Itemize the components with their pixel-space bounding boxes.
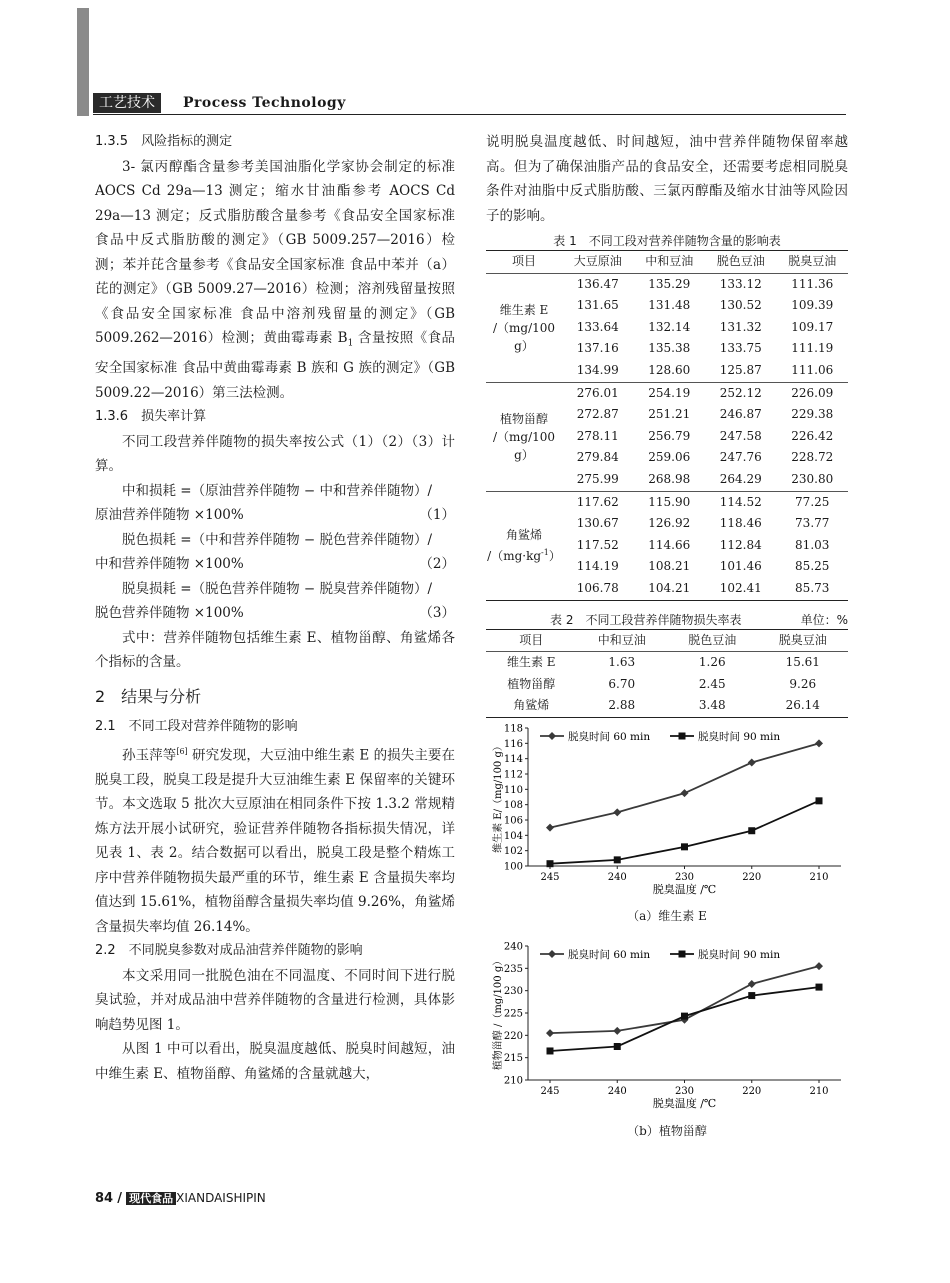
group-label-name: 维生素 E bbox=[499, 302, 549, 317]
table-row bbox=[486, 382, 848, 404]
section-label-en: Process Technology bbox=[183, 95, 346, 111]
table-cell: 114.66 bbox=[648, 537, 691, 552]
table-cell: 1.63 bbox=[608, 655, 636, 669]
y-tick-label: 108 bbox=[503, 799, 523, 811]
table-cell: 268.98 bbox=[648, 471, 691, 486]
table-cell: 226.09 bbox=[791, 385, 834, 400]
section-2-2-body-2: 从图 1 中可以看出，脱臭温度越低、脱臭时间越短，油中维生素 E、植物甾醇、角鲨烯的含量就越大， bbox=[95, 1041, 455, 1082]
page-number: 84 bbox=[95, 1191, 114, 1206]
formula-3-line1: 脱臭损耗 =（脱色营养伴随物 − 脱臭营养伴随物）/ bbox=[122, 580, 433, 597]
table-cell: 125.87 bbox=[719, 362, 762, 377]
table-row bbox=[486, 652, 848, 674]
x-tick-label: 220 bbox=[742, 871, 762, 883]
unit-text-end: ） bbox=[548, 549, 561, 564]
y-tick-label: 210 bbox=[503, 1075, 523, 1087]
section-2-2-title: 2.2 不同脱臭参数对成品油营养伴随物的影响 bbox=[95, 943, 363, 959]
data-point-90min bbox=[748, 992, 755, 999]
data-point-60min bbox=[748, 980, 756, 988]
formula-text: 脱色营养伴随物 ×100% bbox=[95, 605, 244, 622]
x-tick-label: 245 bbox=[540, 1086, 560, 1097]
table-row bbox=[486, 695, 848, 717]
table-cell: 131.65 bbox=[576, 298, 619, 313]
table-header-cell: 中和豆油 bbox=[597, 632, 646, 647]
data-point-90min bbox=[547, 1047, 554, 1054]
data-point-60min bbox=[748, 758, 756, 766]
data-point-60min bbox=[546, 823, 554, 831]
table-header-cell: 中和豆油 bbox=[645, 254, 694, 268]
table-header-cell: 脱臭豆油 bbox=[788, 254, 837, 268]
data-point-90min bbox=[614, 1043, 621, 1050]
y-tick-label: 100 bbox=[503, 861, 523, 872]
row-group-label bbox=[486, 273, 562, 382]
row-group-label bbox=[486, 382, 562, 491]
formula-number: （2） bbox=[419, 556, 455, 573]
section-2-2-body-1: 本文采用同一批脱色油在不同温度、不同时间下进行脱臭试验，并对成品油中营养伴随物的含量进行检测，具体影响趋势见图 1。 bbox=[95, 967, 455, 1033]
table-cell: 275.99 bbox=[576, 471, 619, 486]
data-point-60min bbox=[613, 1027, 621, 1035]
series-line-2 bbox=[550, 800, 819, 863]
unit-text: /（mg/100 g） bbox=[492, 429, 556, 462]
row-label: 植物甾醇 bbox=[507, 676, 556, 691]
data-point-60min bbox=[613, 808, 621, 816]
left-column bbox=[95, 130, 455, 1086]
legend-label: 脱臭时间 60 min bbox=[568, 730, 651, 743]
data-point-90min bbox=[681, 1013, 688, 1020]
table-cell: 2.45 bbox=[698, 676, 726, 691]
section-1-3-6-body: 不同工段营养伴随物的损失率按公式（1）（2）（3）计算。 bbox=[95, 433, 455, 475]
y-tick-label: 106 bbox=[503, 815, 523, 826]
formula-1-line2 bbox=[95, 503, 455, 528]
table-header-cell: 脱色豆油 bbox=[688, 632, 737, 647]
group-label-name: 角鲨烯 bbox=[506, 528, 543, 543]
legend-marker bbox=[548, 950, 556, 958]
table-cell: 115.90 bbox=[648, 494, 691, 509]
table-cell: 135.38 bbox=[648, 341, 691, 356]
x-tick-label: 220 bbox=[742, 1086, 762, 1097]
table-cell: 259.06 bbox=[648, 450, 691, 465]
formula-2-line1: 脱色损耗 =（中和营养伴随物 − 脱色营养伴随物）/ bbox=[122, 531, 433, 548]
table-row bbox=[486, 674, 848, 696]
table-cell: 15.61 bbox=[785, 655, 820, 669]
table-header-cell: 脱臭豆油 bbox=[778, 632, 827, 647]
table-cell: 130.52 bbox=[719, 298, 762, 313]
table-cell: 1.26 bbox=[698, 655, 726, 669]
data-point-90min bbox=[816, 797, 823, 804]
y-tick-label: 110 bbox=[503, 784, 523, 796]
table-cell: 279.84 bbox=[576, 450, 619, 465]
y-tick-label: 220 bbox=[503, 1030, 523, 1042]
x-tick-label: 230 bbox=[674, 1086, 695, 1097]
table-cell: 117.62 bbox=[576, 494, 619, 509]
section-1-3-6-title: 1.3.6 损失率计算 bbox=[95, 409, 207, 425]
table-cell: 272.87 bbox=[576, 407, 619, 422]
table-cell: 111.36 bbox=[791, 276, 834, 291]
section-label-cn: 工艺技术 bbox=[93, 93, 161, 113]
x-tick-label: 230 bbox=[674, 871, 695, 883]
table-cell: 132.14 bbox=[648, 319, 691, 334]
x-tick-label: 245 bbox=[540, 871, 560, 883]
body-text-tail: 研究发现，大豆油中维生素 E 的损失主要在脱臭工段，脱臭工段是提升大豆油维生素 E 保留率的关键环节。本文选取 5 批次大豆原油在相同条件下按 1.3.2 常规精炼方法开展小试研究，验证营养伴随物各指标损失情况，详见表 1、表 2。结合数据可以看出，脱臭工段是整个精炼工序中营养伴随物损失最严重的环节，维生素 E 含量损失率均值达到 15.61%，植物甾醇含量损失率均值 9.26%，角鲨烯含量损失率均值 26.14%。 bbox=[95, 747, 456, 935]
table-cell: 134.99 bbox=[576, 362, 619, 377]
section-2-1-body bbox=[95, 740, 455, 940]
group-label-unit bbox=[486, 428, 562, 464]
table-cell: 276.01 bbox=[576, 385, 619, 400]
y-tick-label: 230 bbox=[503, 986, 523, 998]
section-2-1-title: 2.1 不同工段对营养伴随物的影响 bbox=[95, 719, 298, 735]
table-cell: 133.75 bbox=[719, 341, 762, 356]
legend-marker bbox=[679, 951, 686, 958]
x-tick-label: 210 bbox=[809, 871, 829, 883]
table-cell: 135.29 bbox=[648, 276, 691, 291]
data-point-60min bbox=[815, 739, 823, 747]
table-cell: 118.46 bbox=[719, 516, 762, 531]
group-label-unit bbox=[486, 319, 562, 355]
table-header-row bbox=[486, 251, 848, 274]
table-cell: 101.46 bbox=[719, 559, 762, 574]
data-point-90min bbox=[547, 860, 554, 867]
table-cell: 112.84 bbox=[719, 537, 762, 552]
y-tick-label: 104 bbox=[503, 830, 523, 842]
group-label-name: 植物甾醇 bbox=[500, 411, 549, 426]
table-cell: 102.41 bbox=[719, 580, 762, 595]
row-group-label bbox=[486, 491, 562, 600]
body-text-tail: 含量按照《食品安全国家标准 食品中黄曲霉毒素 B 族和 G 族的测定》（GB 5009.22—2016）第三法检测。 bbox=[95, 330, 455, 401]
table-cell: 104.21 bbox=[648, 580, 691, 595]
chart-b-caption: （b）植物甾醇 bbox=[627, 1124, 707, 1138]
citation-ref: [6] bbox=[176, 746, 188, 756]
table-cell: 77.25 bbox=[795, 494, 830, 509]
y-axis-label: 维生素 E/（mg/100 g） bbox=[493, 740, 504, 853]
continuation-paragraph: 说明脱臭温度越低、时间越短，油中营养伴随物保留率越高。但为了确保油脂产品的食品安全，还需要考虑相同脱臭条件对油脂中反式脂肪酸、三氯丙醇酯及缩水甘油等风险因子的影响。 bbox=[486, 134, 848, 224]
table-header-cell: 脱色豆油 bbox=[716, 254, 765, 268]
table-cell: 6.70 bbox=[608, 676, 636, 691]
table-cell: 247.58 bbox=[719, 428, 762, 443]
data-point-60min bbox=[815, 962, 823, 970]
legend-label: 脱臭时间 90 min bbox=[698, 949, 781, 961]
data-point-60min bbox=[546, 1029, 554, 1037]
y-tick-label: 114 bbox=[503, 753, 523, 765]
series-line-1 bbox=[550, 743, 819, 827]
table-cell: 106.78 bbox=[576, 580, 619, 595]
table-cell: 131.32 bbox=[719, 319, 762, 334]
table-cell: 247.76 bbox=[719, 450, 762, 465]
table-cell: 85.73 bbox=[795, 580, 830, 595]
table-cell: 109.39 bbox=[791, 298, 834, 313]
section-2-heading: 2 结果与分析 bbox=[95, 686, 202, 706]
formula-3-line2 bbox=[95, 601, 455, 626]
table-cell: 2.88 bbox=[608, 698, 636, 712]
table-cell: 131.48 bbox=[648, 298, 691, 313]
table-header-cell: 项目 bbox=[519, 632, 544, 647]
y-tick-label: 215 bbox=[503, 1053, 523, 1065]
footer-slash: / bbox=[117, 1191, 122, 1206]
table-cell: 136.47 bbox=[576, 276, 619, 291]
legend-label: 脱臭时间 90 min bbox=[698, 730, 781, 743]
right-column bbox=[486, 130, 848, 1144]
y-tick-label: 240 bbox=[503, 941, 523, 953]
running-header bbox=[93, 92, 846, 115]
y-tick-label: 112 bbox=[503, 769, 523, 780]
table-cell: 114.52 bbox=[719, 494, 762, 509]
legend-marker bbox=[679, 732, 686, 739]
table-cell: 133.64 bbox=[576, 319, 619, 334]
subscript: 1 bbox=[347, 338, 354, 349]
table-cell: 111.06 bbox=[791, 362, 834, 377]
x-axis-label: 脱臭温度 /℃ bbox=[652, 882, 717, 896]
chart-vitamin-e bbox=[486, 724, 848, 904]
table-cell: 114.19 bbox=[576, 559, 619, 574]
table-cell: 228.72 bbox=[791, 450, 834, 465]
table-cell: 3.48 bbox=[698, 698, 726, 712]
data-point-90min bbox=[614, 856, 621, 863]
y-tick-label: 235 bbox=[503, 963, 523, 975]
formula-text: 原油营养伴随物 ×100% bbox=[95, 507, 244, 524]
table-cell: 226.42 bbox=[791, 428, 834, 443]
table-cell: 73.77 bbox=[795, 516, 830, 531]
legend-label: 脱臭时间 60 min bbox=[568, 949, 651, 961]
table-row bbox=[486, 273, 848, 295]
table-cell: 81.03 bbox=[795, 537, 830, 552]
table-cell: 264.29 bbox=[719, 471, 762, 486]
unit-superscript: -1 bbox=[541, 548, 549, 558]
formula-number: （1） bbox=[419, 507, 455, 524]
journal-brand-en: XIANDAISHIPIN bbox=[176, 1191, 266, 1205]
table-cell: 130.67 bbox=[576, 516, 619, 531]
table-cell: 229.38 bbox=[791, 407, 834, 422]
page-footer bbox=[95, 1190, 266, 1206]
data-point-60min bbox=[681, 789, 689, 797]
y-tick-label: 102 bbox=[503, 845, 523, 857]
table-cell: 85.25 bbox=[795, 559, 830, 574]
unit-text: /（mg·kg bbox=[487, 549, 542, 564]
formula-note: 式中：营养伴随物包括维生素 E、植物甾醇、角鲨烯各个指标的含量。 bbox=[95, 629, 455, 671]
table-cell: 230.80 bbox=[791, 471, 834, 486]
formula-1-line1: 中和损耗 =（原油营养伴随物 − 中和营养伴随物）/ bbox=[122, 482, 433, 499]
table-cell: 254.19 bbox=[648, 385, 691, 400]
table-cell: 246.87 bbox=[719, 407, 762, 422]
table-header-cell: 大豆原油 bbox=[573, 254, 622, 268]
table-1 bbox=[486, 250, 848, 601]
body-text: 3- 氯丙醇酯含量参考美国油脂化学家协会制定的标准 AOCS Cd 29a—13 测定；缩水甘油酯参考 AOCS Cd 29a—13 测定；反式脂肪酸含量参考《食品安全国家标准 食品中反式脂肪酸的测定》（GB 5009.257—2016）检测；苯并芘含量参考《食品安全国家标准 食品中苯并（a）芘的测定》（GB 5009.27—2016）检测；溶剂残留量按照《食品安全国家标准 食品中溶剂残留量的测定》（GB 5009.262—2016）检测；黄曲霉毒素 B bbox=[95, 158, 455, 346]
data-point-90min bbox=[681, 843, 688, 850]
table-2-caption: 表 2 不同工段营养伴随物损失率表 bbox=[550, 612, 742, 627]
table-2-caption-row bbox=[486, 611, 848, 629]
table-cell: 251.21 bbox=[648, 407, 691, 422]
journal-brand-cn: 现代食品 bbox=[126, 1192, 176, 1205]
x-tick-label: 240 bbox=[607, 1086, 627, 1097]
table-header-cell: 项目 bbox=[512, 254, 537, 268]
table-cell: 109.17 bbox=[791, 319, 834, 334]
body-text: 孙玉萍等 bbox=[122, 747, 177, 764]
table-cell: 111.19 bbox=[791, 341, 834, 356]
data-point-90min bbox=[816, 984, 823, 991]
row-label: 角鲨烯 bbox=[513, 698, 550, 712]
y-tick-label: 116 bbox=[503, 738, 523, 750]
side-tab-bar bbox=[77, 8, 89, 116]
table-row bbox=[486, 491, 848, 513]
formula-text: 中和营养伴随物 ×100% bbox=[95, 556, 244, 573]
table-cell: 126.92 bbox=[648, 516, 691, 531]
table-cell: 133.12 bbox=[719, 276, 762, 291]
x-tick-label: 210 bbox=[809, 1086, 829, 1097]
row-label: 维生素 E bbox=[506, 655, 556, 669]
data-point-90min bbox=[748, 827, 755, 834]
y-tick-label: 118 bbox=[503, 723, 523, 734]
table-cell: 108.21 bbox=[648, 559, 691, 574]
table-2 bbox=[486, 629, 848, 718]
x-tick-label: 240 bbox=[607, 871, 627, 883]
table-cell: 256.79 bbox=[648, 428, 691, 443]
formula-2-line2 bbox=[95, 552, 455, 577]
table-header-row bbox=[486, 629, 848, 652]
chart-phytosterol bbox=[486, 934, 848, 1119]
formula-number: （3） bbox=[419, 605, 455, 622]
table-cell: 278.11 bbox=[576, 428, 619, 443]
chart-a-caption: （a）维生素 E bbox=[627, 908, 707, 923]
table-cell: 9.26 bbox=[789, 676, 817, 691]
table-1-caption: 表 1 不同工段对营养伴随物含量的影响表 bbox=[553, 234, 781, 248]
table-cell: 117.52 bbox=[576, 537, 619, 552]
table-cell: 128.60 bbox=[648, 362, 691, 377]
table-2-unit: 单位：% bbox=[800, 612, 848, 627]
x-axis-label: 脱臭温度 /℃ bbox=[652, 1097, 717, 1110]
y-tick-label: 225 bbox=[503, 1008, 523, 1020]
legend-marker bbox=[548, 732, 556, 740]
section-1-3-5-body bbox=[95, 155, 455, 406]
section-1-3-5-title: 1.3.5 风险指标的测定 bbox=[95, 134, 233, 149]
unit-text: /（mg/100 g） bbox=[492, 320, 556, 353]
y-axis-label: 植物甾醇 /（mg/100 g） bbox=[493, 955, 504, 1071]
table-cell: 252.12 bbox=[719, 385, 762, 400]
group-label-unit bbox=[486, 544, 562, 565]
table-cell: 26.14 bbox=[785, 698, 820, 712]
table-cell: 137.16 bbox=[576, 341, 619, 356]
